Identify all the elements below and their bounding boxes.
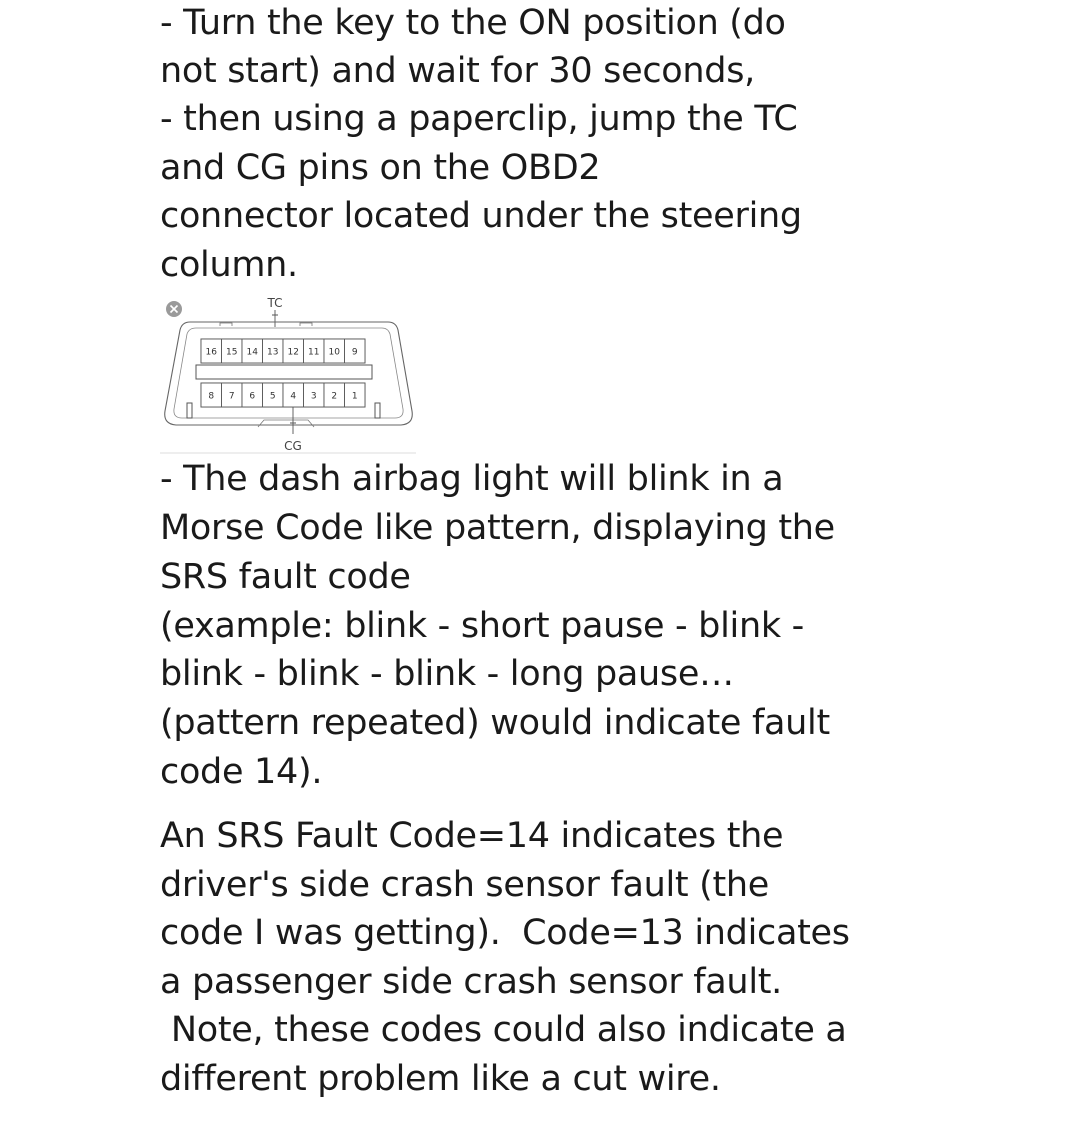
connector-pin [263, 383, 284, 407]
obd2-connector-diagram [160, 293, 416, 457]
pin-number: 4 [290, 391, 297, 402]
connector-pin [222, 339, 243, 363]
instruction-line: and CG pins on the OBD2 [160, 148, 601, 188]
connector-pin [242, 339, 263, 363]
instruction-line: - Turn the key to the ON position (do [160, 3, 786, 43]
connector-pin [345, 383, 366, 407]
instruction-line: connector located under the steering [160, 196, 802, 236]
instruction-line: - then using a paperclip, jump the TC [160, 99, 798, 139]
connector-pin [324, 339, 345, 363]
tc-label: TC [267, 296, 283, 310]
connector-pin [345, 339, 366, 363]
note-line: driver's side crash sensor fault (the [160, 865, 770, 905]
instruction-line: (pattern repeated) would indicate fault [160, 703, 830, 743]
pin-number: 3 [310, 391, 317, 402]
connector-pin [201, 383, 222, 407]
pin-number: 10 [328, 347, 340, 358]
pin-number: 12 [287, 347, 299, 358]
cg-label: CG [284, 439, 302, 453]
connector-pin [304, 383, 325, 407]
bottom-pin-row [201, 383, 365, 407]
instruction-line: blink - blink - blink - long pause… [160, 654, 734, 694]
instruction-line: (example: blink - short pause - blink - [160, 606, 804, 646]
pin-number: 16 [205, 347, 217, 358]
connector-pin [201, 339, 222, 363]
pin-number: 14 [246, 347, 258, 358]
instruction-line: - The dash airbag light will blink in a [160, 459, 784, 499]
top-pin-row [201, 339, 365, 363]
pin-number: 8 [208, 391, 215, 402]
pin-number: 13 [267, 347, 279, 358]
connector-pin [242, 383, 263, 407]
pin-number: 9 [351, 347, 358, 358]
note-line: a passenger side crash sensor fault. [160, 962, 782, 1002]
connector-pin [263, 339, 284, 363]
connector-center-bar [196, 365, 372, 379]
note-line: code I was getting). Code=13 indicates [160, 913, 850, 953]
connector-pin [283, 383, 304, 407]
instruction-line: code 14). [160, 752, 323, 792]
instruction-line: not start) and wait for 30 seconds, [160, 51, 755, 91]
pin-number: 11 [308, 347, 320, 358]
connector-pin [283, 339, 304, 363]
instruction-line: column. [160, 245, 298, 285]
connector-pin [324, 383, 345, 407]
pin-number: 1 [351, 391, 358, 402]
connector-pin [222, 383, 243, 407]
pin-number: 6 [249, 391, 256, 402]
pin-number: 7 [228, 391, 235, 402]
pin-number: 5 [269, 391, 276, 402]
pin-number: 2 [331, 391, 338, 402]
pin-number: 15 [226, 347, 238, 358]
close-icon[interactable] [166, 301, 182, 317]
note-line: An SRS Fault Code=14 indicates the [160, 816, 784, 856]
instruction-line: SRS fault code [160, 557, 411, 597]
connector-pin [304, 339, 325, 363]
instruction-line: Morse Code like pattern, displaying the [160, 508, 835, 548]
note-line: different problem like a cut wire. [160, 1059, 721, 1099]
note-line: Note, these codes could also indicate a [160, 1010, 847, 1050]
